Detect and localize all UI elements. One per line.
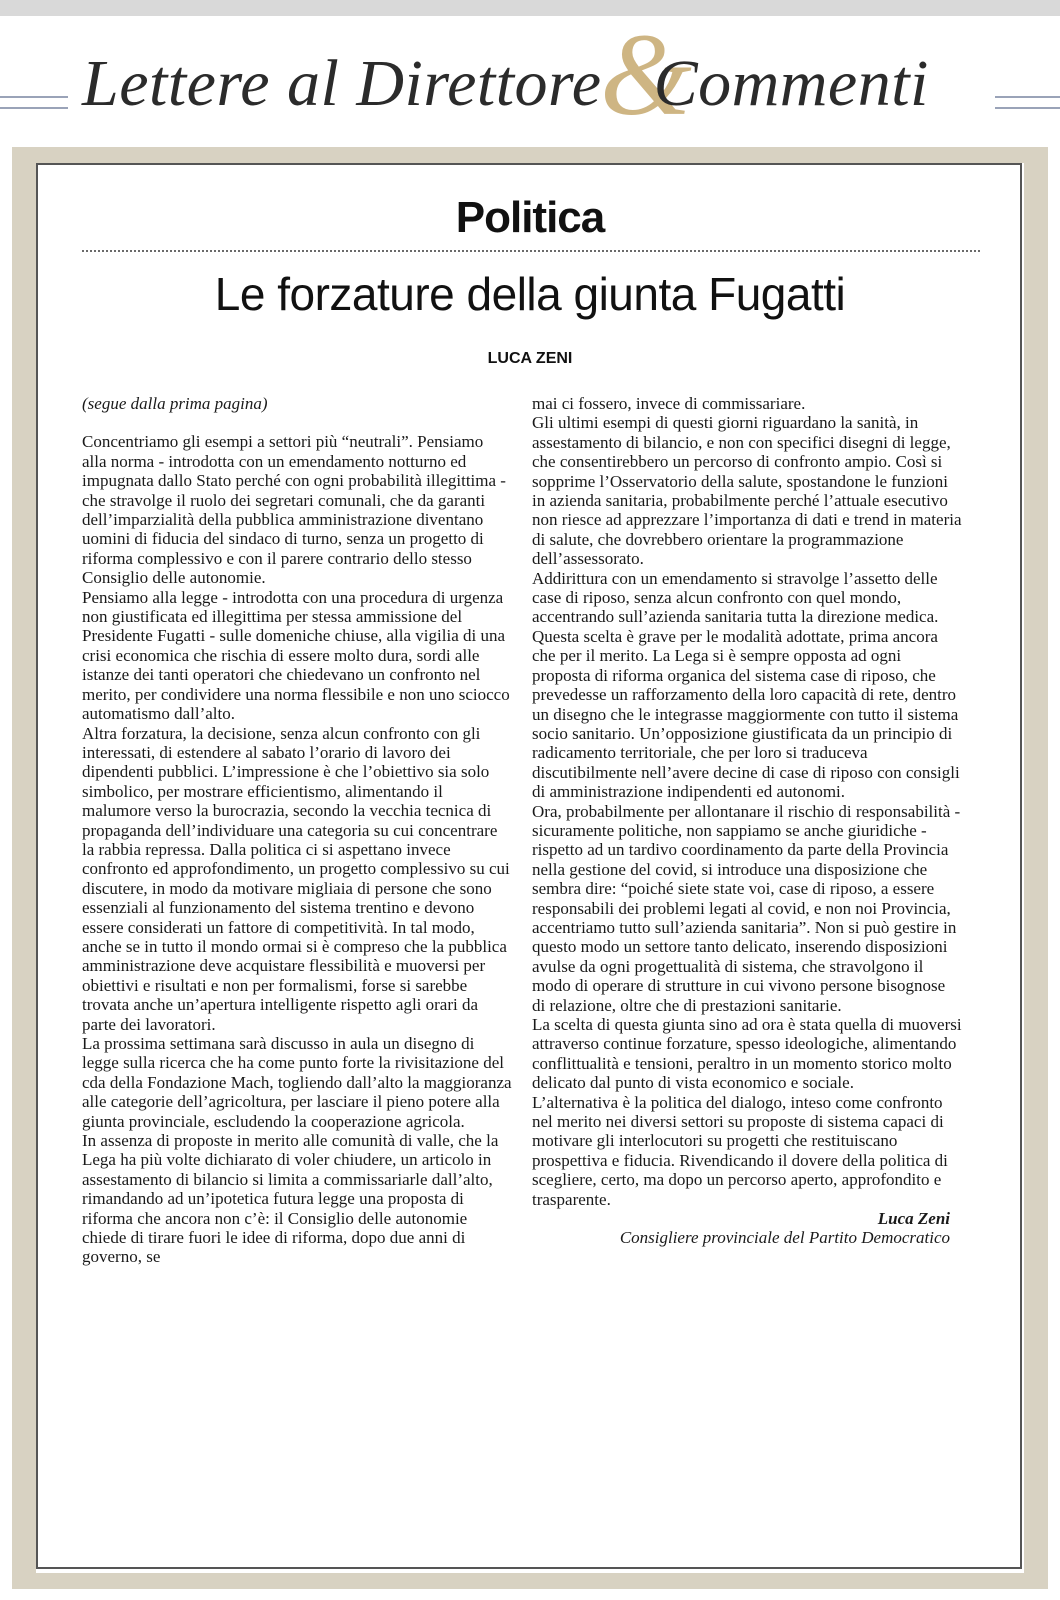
article-headline: Le forzature della giunta Fugatti [214, 268, 846, 320]
article-lead: (segue dalla prima pagina) [82, 394, 268, 413]
article-author: LUCA ZENI [487, 350, 573, 367]
signature-name: Luca Zeni [877, 1209, 950, 1229]
signature-role: Consigliere provinciale del Partito Democratico [619, 1228, 950, 1248]
paragraph: Questa scelta è grave per le modalità adottate, prima ancora che per il merito. La Lega si è sempre opposta ad ogni proposta di riforma organica del sistema case di riposo, che prevedesse un rafforzamento della loro capacità di rete, dentro un disegno che le integrasse maggiormente con tutto il sistema socio sanitario. Un’opposizione giustificata da un principio di radicamento territoriale, che per loro si traduceva discutibilmente nell’avere decine di case di riposo con consigli di amministrazione indipendenti ed autonomi. [532, 626, 960, 802]
masthead-title-prefix: Lettere al Direttore [82, 47, 602, 120]
paragraph: La prossima settimana sarà discusso in aula un disegno di legge sulla ricerca che ha come punto forte la rivisitazione del cda della Fondazione Mach, togliendo dall’alto la maggioranza alle categorie dell’agricoltura, per lasciare il pieno potere alla giunta provinciale, escludendo la cooperazione agricola. [82, 1034, 512, 1131]
dotted-divider [82, 250, 980, 252]
masthead-title-suffix: Commenti [653, 47, 929, 120]
paragraph: Gli ultimi esempi di questi giorni riguardano la sanità, in assestamento di bilancio, e non con specifici disegni di legge, che consentirebbero un percorso di confronto ampio. Così si sopprime l’Osservatorio della salute, spostandone le funzioni in azienda sanitaria, probabilmente perché l’attuale esecutivo non riesce ad apprezzare l’importanza di dati e trend in materia di salute, che dovrebbero orientare la programmazione dell’assessorato. [532, 413, 962, 569]
paragraph: Addirittura con un emendamento si stravolge l’assetto delle case di riposo, senza alcun confronto con quel mondo, accentrando sull’azienda sanitaria tutta la direzione medica. [532, 568, 939, 627]
paragraph: mai ci fossero, invece di commissariare. [532, 394, 806, 413]
paragraph: L’alternativa è la politica del dialogo, inteso come confronto nel merito nei diversi settori su proposte di sistema capaci di motivare gli interlocutori su progetti che restituiscano prospettiva e fiducia. Rivendicando il dovere della politica di scegliere, certo, ma dopo un percorso aperto, approfondito e trasparente. [532, 1092, 948, 1209]
article-column-left [82, 394, 512, 1267]
paragraph: Altra forzatura, la decisione, senza alcun confronto con gli interessati, di estendere al sabato l’orario di lavoro dei dipendenti pubblici. L’impressione è che l’obiettivo sia solo simbolico, per mostrare efficientismo, alimentando il malumore verso la burocrazia, secondo la vecchia tecnica di propaganda dell’individuare una categoria su cui concentrare la rabbia repressa. Dalla politica ci si aspettano invece confronto ed approfondimento, un progetto complessivo su cui discutere, in modo da motivare migliaia di persone che sono essenziali al funzionamento del sistema trentino e devono essere considerati un fattore di competitività. In tal modo, anche se in tutto il mondo ormai si è compreso che la pubblica amministrazione deve acquistare flessibilità e muoversi per obiettivi e risultati e non per formalismi, forse si sarebbe trovata anche un’apertura intelligente rispetto agli orari da parte dei lavoratori. [82, 723, 510, 1034]
masthead-title [82, 44, 929, 124]
paragraph: Pensiamo alla legge - introdotta con una procedura di urgenza non giustificata ed illegittima per stessa ammissione del Presidente Fugatti - sulle domeniche chiuse, alla vigilia di una crisi economica che rischia di essere molto dura, sordi alle istanze dei tanti operatori che chiedevano un confronto nel merito, per condividere una norma flessibile e non uno sciocco automatismo dall’alto. [82, 587, 510, 724]
paragraph: Concentriamo gli esempi a settori più “neutrali”. Pensiamo alla norma - introdotta con un emendamento notturno ed impugnata dallo Stato perché con ogni probabilità illegittima - che stravolge il ruolo dei segretari comunali, che da garanti dell’imparzialità della pubblica amministrazione diventano uomini di fiducia del sindaco di turno, senza un progetto di riforma complessivo e con il parere contrario dello stesso Consiglio delle autonomie. [82, 432, 506, 588]
paragraph: In assenza di proposte in merito alle comunità di valle, che la Lega ha più volte dichiarato di voler chiudere, un articolo in assestamento di bilancio si limita a commissariarle dall’alto, rimandando ad un’ipotetica futura legge una proposta di riforma che ancora non c’è: il Consiglio delle autonomie chiede di tirare fuori le idee di riforma, dopo due anni di governo, se [82, 1131, 499, 1267]
article-column-right [532, 394, 962, 1248]
masthead-rule-right [995, 96, 1060, 109]
masthead-rule-left [0, 96, 68, 109]
top-grey-band [0, 0, 1060, 16]
paragraph: Ora, probabilmente per allontanare il rischio di responsabilità - sicuramente politiche, non sappiamo se anche giuridiche - rispetto ad un tardivo coordinamento da parte della Provincia nella gestione del covid, si introduce una disposizione che sembra dire: “poiché siete state voi, case di riposo, a essere responsabili dei problemi legati al covid, e non noi Provincia, accentriamo tutto sull’azienda sanitaria”. Non si può gestire in questo modo un settore tanto delicato, inserendo disposizioni avulse da ogni progettualità di sistema, che stravolgono il modo di operare di strutture in cui vivono persone bisognose di relazione, oltre che di prestazioni sanitarie. [532, 801, 961, 1015]
section-label: Politica [455, 193, 605, 242]
paragraph: La scelta di questa giunta sino ad ora è stata quella di muoversi attraverso continue forzature, spesso ideologiche, alimentando conflittualità e tensioni, peraltro in un momento storico molto delicato dal punto di vista economico e sociale. [532, 1015, 962, 1093]
masthead-ampersand: & [600, 9, 692, 140]
